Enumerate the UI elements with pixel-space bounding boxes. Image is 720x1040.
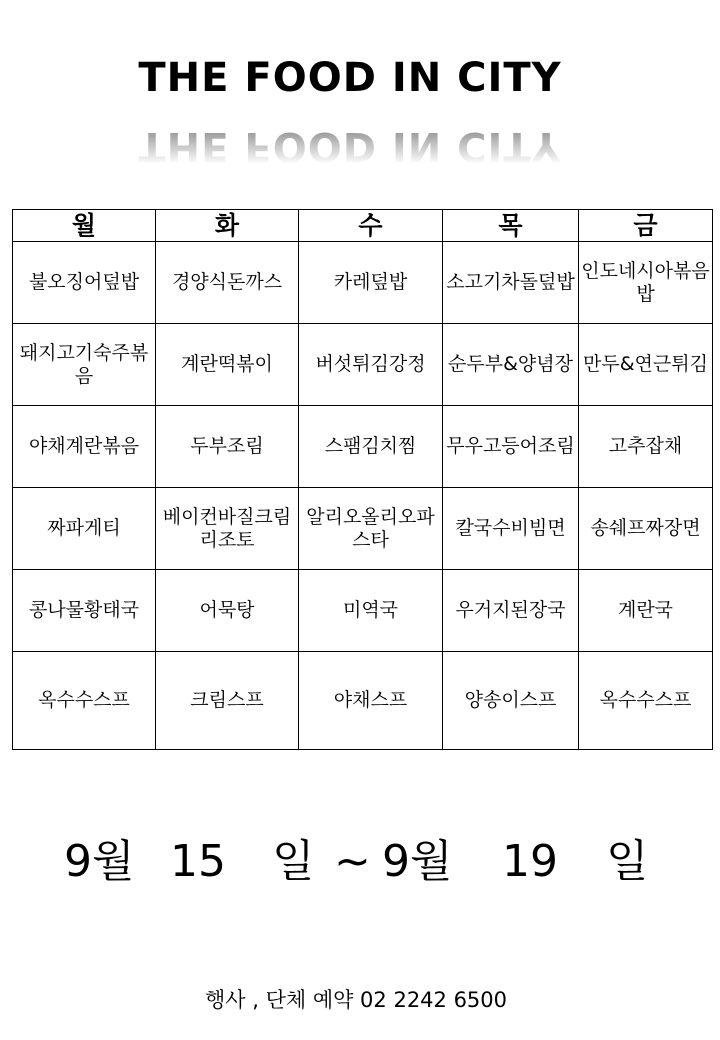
end-month: 9월 <box>382 836 453 887</box>
day-header-wed: 수 <box>299 210 443 242</box>
menu-cell: 콩나물황태국 <box>13 570 156 652</box>
menu-cell: 짜파게티 <box>13 488 156 570</box>
menu-cell: 버섯튀김강정 <box>299 324 443 406</box>
menu-row <box>13 570 713 652</box>
end-day: 19 <box>502 836 558 887</box>
date-range <box>0 832 720 892</box>
menu-cell: 인도네시아볶음밥 <box>579 242 713 324</box>
menu-cell: 만두&연근튀김 <box>579 324 713 406</box>
menu-cell: 스팸김치찜 <box>299 406 443 488</box>
reservation-contact: 행사 , 단체 예약 02 2242 6500 <box>204 988 508 1012</box>
menu-cell: 옥수수스프 <box>579 652 713 750</box>
menu-cell: 베이컨바질크림리조토 <box>156 488 299 570</box>
start-day-suffix: 일 <box>272 836 315 887</box>
menu-cell: 미역국 <box>299 570 443 652</box>
menu-cell: 계란떡볶이 <box>156 324 299 406</box>
menu-cell: 카레덮밥 <box>299 242 443 324</box>
menu-row <box>13 652 713 750</box>
day-header-tue: 화 <box>156 210 299 242</box>
page-title: THE FOOD IN CITY <box>138 55 562 101</box>
day-header-mon: 월 <box>13 210 156 242</box>
menu-cell: 어묵탕 <box>156 570 299 652</box>
end-day-suffix: 일 <box>606 836 649 887</box>
menu-cell: 경양식돈까스 <box>156 242 299 324</box>
menu-cell: 알리오올리오파스타 <box>299 488 443 570</box>
menu-cell: 야채스프 <box>299 652 443 750</box>
weekly-menu-table <box>12 209 713 750</box>
start-day: 15 <box>170 836 226 887</box>
menu-cell: 돼지고기숙주볶음 <box>13 324 156 406</box>
menu-cell: 양송이스프 <box>443 652 579 750</box>
menu-cell: 우거지된장국 <box>443 570 579 652</box>
day-header-thu: 목 <box>443 210 579 242</box>
menu-cell: 야채계란볶음 <box>13 406 156 488</box>
page-title-reflection: THE FOOD IN CITY <box>0 120 700 172</box>
menu-cell: 고추잡채 <box>579 406 713 488</box>
menu-row <box>13 242 713 324</box>
day-header-row <box>13 210 713 242</box>
menu-row <box>13 406 713 488</box>
start-month: 9월 <box>64 836 135 887</box>
range-separator: ~ <box>334 836 371 887</box>
menu-cell: 옥수수스프 <box>13 652 156 750</box>
day-header-fri: 금 <box>579 210 713 242</box>
menu-cell: 크림스프 <box>156 652 299 750</box>
menu-cell: 계란국 <box>579 570 713 652</box>
menu-cell: 칼국수비빔면 <box>443 488 579 570</box>
menu-cell: 불오징어덮밥 <box>13 242 156 324</box>
menu-cell: 순두부&양념장 <box>443 324 579 406</box>
menu-row <box>13 488 713 570</box>
menu-row <box>13 324 713 406</box>
menu-cell: 소고기차돌덮밥 <box>443 242 579 324</box>
menu-cell: 무우고등어조림 <box>443 406 579 488</box>
menu-cell: 송쉐프짜장면 <box>579 488 713 570</box>
menu-cell: 두부조림 <box>156 406 299 488</box>
